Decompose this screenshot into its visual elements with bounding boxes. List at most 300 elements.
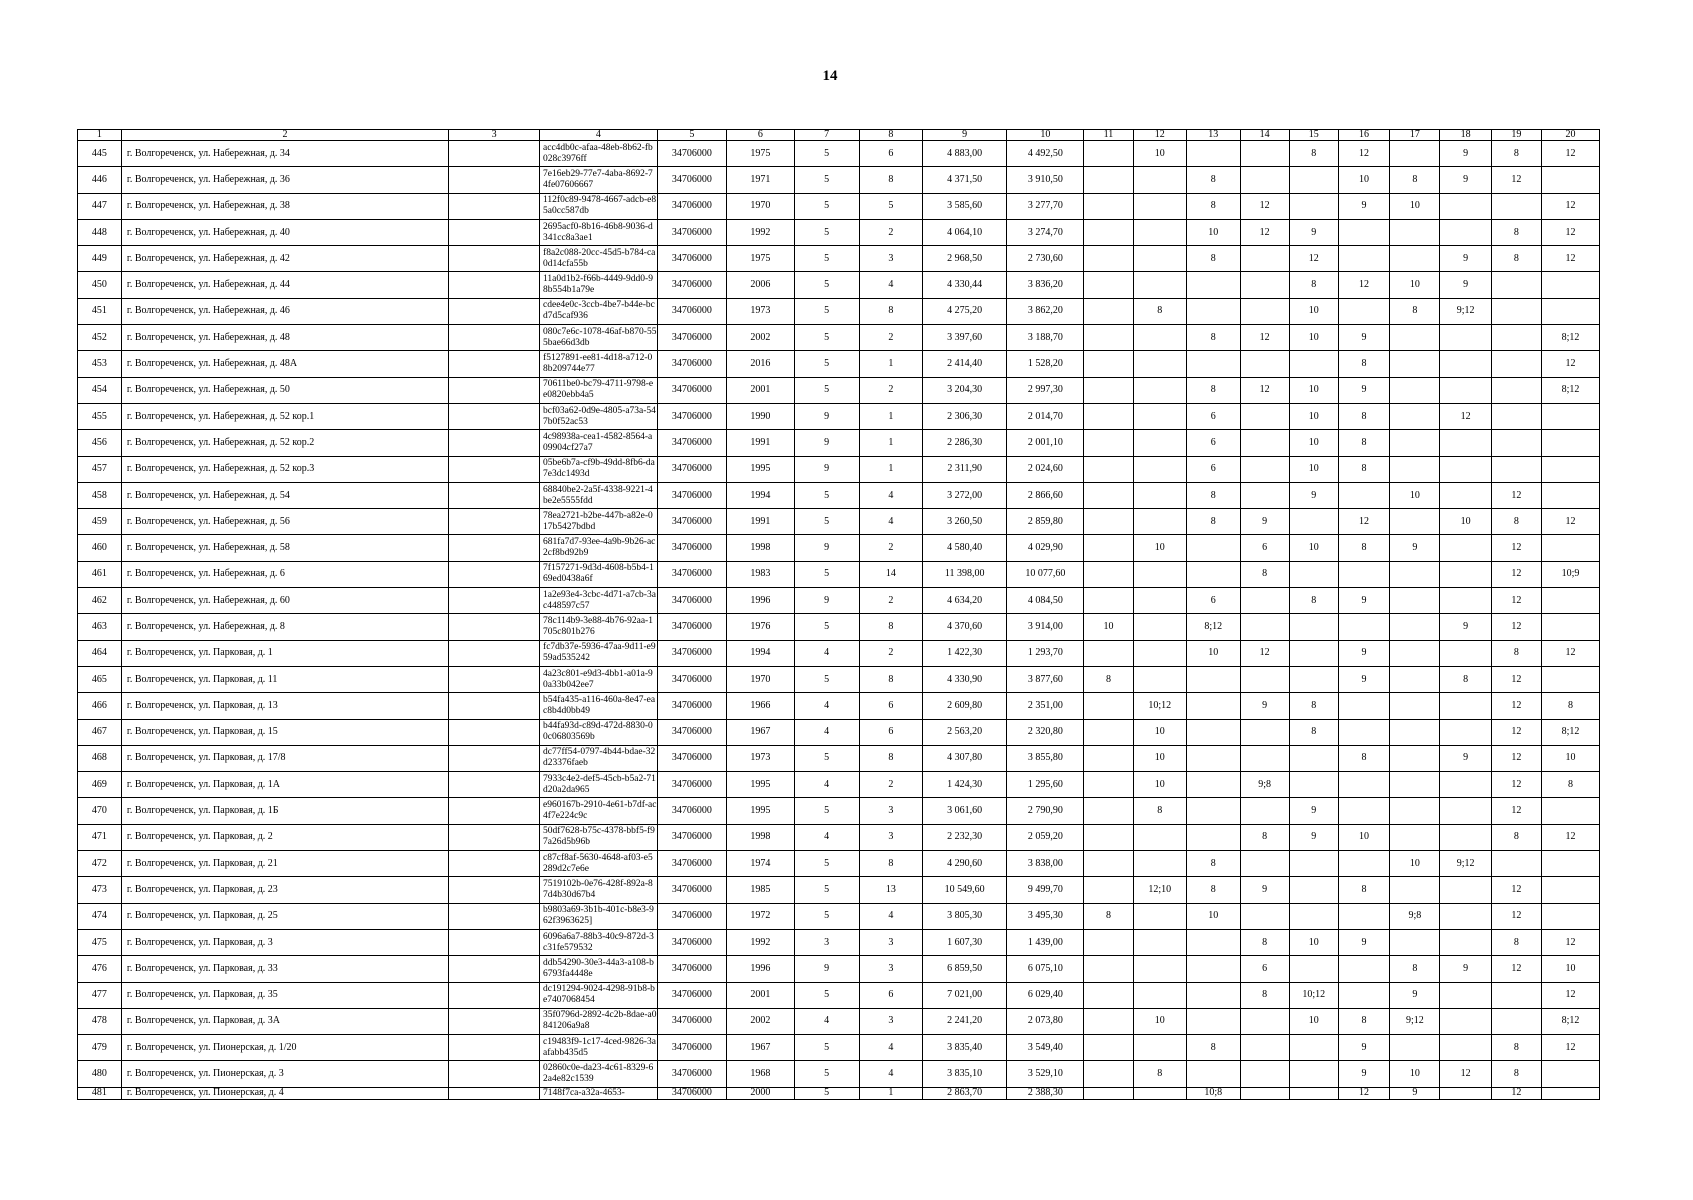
cell-floors: 4 — [794, 719, 859, 745]
cell-floors: 3 — [794, 929, 859, 955]
cell-row-number: 451 — [78, 298, 122, 324]
cell-col-3 — [449, 325, 540, 351]
cell-col-13 — [1187, 719, 1240, 745]
cell-entrances: 14 — [859, 561, 922, 587]
cell-year-built: 1994 — [727, 640, 794, 666]
cell-address: г. Волгореченск, ул. Набережная, д. 48 — [121, 325, 448, 351]
cell-col-15: 8 — [1289, 272, 1338, 298]
cell-col-18: 9 — [1440, 956, 1491, 982]
cell-col-17 — [1390, 351, 1440, 377]
cell-col-18 — [1440, 1087, 1491, 1099]
cell-total-area: 3 061,60 — [922, 798, 1006, 824]
cell-living-area: 3 838,00 — [1007, 851, 1084, 877]
cell-col-14 — [1240, 246, 1289, 272]
cell-house-guid: 4c98938a-cea1-4582-8564-a09904cf27a7 — [540, 430, 658, 456]
cell-year-built: 1994 — [727, 482, 794, 508]
cell-col-11 — [1084, 1061, 1133, 1087]
cell-living-area: 6 029,40 — [1007, 982, 1084, 1008]
cell-floors: 5 — [794, 246, 859, 272]
cell-col-20 — [1542, 903, 1600, 929]
column-header-17: 17 — [1390, 130, 1440, 141]
cell-col-16: 10 — [1338, 167, 1389, 193]
cell-col-16: 9 — [1338, 1035, 1389, 1061]
cell-total-area: 2 286,30 — [922, 430, 1006, 456]
cell-address: г. Волгореченск, ул. Набережная, д. 42 — [121, 246, 448, 272]
cell-col-15: 10 — [1289, 929, 1338, 955]
cell-total-area: 6 859,50 — [922, 956, 1006, 982]
cell-row-number: 466 — [78, 693, 122, 719]
cell-year-built: 1971 — [727, 167, 794, 193]
cell-col-3 — [449, 956, 540, 982]
cell-col-16: 8 — [1338, 403, 1389, 429]
cell-col-16: 8 — [1338, 430, 1389, 456]
cell-living-area: 2 866,60 — [1007, 482, 1084, 508]
cell-year-built: 1991 — [727, 430, 794, 456]
cell-col-13 — [1187, 561, 1240, 587]
cell-col-12: 10 — [1133, 772, 1186, 798]
cell-col-13 — [1187, 1061, 1240, 1087]
cell-floors: 5 — [794, 482, 859, 508]
cell-entrances: 2 — [859, 325, 922, 351]
cell-col-19: 12 — [1491, 877, 1541, 903]
cell-col-20: 8 — [1542, 772, 1600, 798]
table-row — [78, 772, 1600, 798]
cell-row-number: 455 — [78, 403, 122, 429]
cell-col-15: 10 — [1289, 430, 1338, 456]
cell-row-number: 478 — [78, 1008, 122, 1034]
cell-living-area: 4 084,50 — [1007, 588, 1084, 614]
table-row — [78, 798, 1600, 824]
cell-row-number: 449 — [78, 246, 122, 272]
cell-oktmo-code: 34706000 — [657, 798, 727, 824]
cell-col-18: 12 — [1440, 1061, 1491, 1087]
column-header-9: 9 — [922, 130, 1006, 141]
cell-total-area: 4 307,80 — [922, 745, 1006, 771]
cell-living-area: 3 914,00 — [1007, 614, 1084, 640]
cell-col-20 — [1542, 456, 1600, 482]
cell-col-19 — [1491, 456, 1541, 482]
cell-col-13 — [1187, 272, 1240, 298]
cell-total-area: 4 290,60 — [922, 851, 1006, 877]
cell-house-guid: c87cf8af-5630-4648-af03-e5289d2c7e6e — [540, 851, 658, 877]
cell-col-17: 9 — [1390, 982, 1440, 1008]
cell-living-area: 1 293,70 — [1007, 640, 1084, 666]
cell-total-area: 3 585,60 — [922, 193, 1006, 219]
cell-oktmo-code: 34706000 — [657, 745, 727, 771]
cell-col-3 — [449, 219, 540, 245]
cell-address: г. Волгореченск, ул. Парковая, д. 13 — [121, 693, 448, 719]
cell-year-built: 1998 — [727, 535, 794, 561]
cell-entrances: 2 — [859, 535, 922, 561]
cell-col-18 — [1440, 877, 1491, 903]
cell-year-built: 1983 — [727, 561, 794, 587]
cell-oktmo-code: 34706000 — [657, 903, 727, 929]
cell-address: г. Волгореченск, ул. Набережная, д. 48А — [121, 351, 448, 377]
cell-col-12 — [1133, 377, 1186, 403]
cell-house-guid: 68840be2-2a5f-4338-9221-4be2e5555fdd — [540, 482, 658, 508]
cell-house-guid: 7933c4e2-def5-45cb-b5a2-71d20a2da965 — [540, 772, 658, 798]
cell-col-15: 8 — [1289, 141, 1338, 167]
cell-col-19: 12 — [1491, 903, 1541, 929]
column-header-7: 7 — [794, 130, 859, 141]
column-header-5: 5 — [657, 130, 727, 141]
cell-col-13: 8 — [1187, 482, 1240, 508]
cell-living-area: 3 277,70 — [1007, 193, 1084, 219]
column-header-11: 11 — [1084, 130, 1133, 141]
cell-year-built: 1995 — [727, 772, 794, 798]
cell-col-15: 9 — [1289, 824, 1338, 850]
cell-col-17 — [1390, 456, 1440, 482]
cell-year-built: 1974 — [727, 851, 794, 877]
cell-oktmo-code: 34706000 — [657, 588, 727, 614]
cell-col-3 — [449, 456, 540, 482]
cell-col-11 — [1084, 430, 1133, 456]
page-number: 14 — [822, 68, 838, 84]
cell-living-area: 2 073,80 — [1007, 1008, 1084, 1034]
cell-col-18 — [1440, 561, 1491, 587]
cell-total-area: 4 580,40 — [922, 535, 1006, 561]
table-row — [78, 1087, 1600, 1099]
cell-col-19 — [1491, 272, 1541, 298]
cell-col-19 — [1491, 430, 1541, 456]
cell-col-18 — [1440, 929, 1491, 955]
cell-col-3 — [449, 298, 540, 324]
cell-row-number: 462 — [78, 588, 122, 614]
column-header-2: 2 — [121, 130, 448, 141]
cell-year-built: 1998 — [727, 824, 794, 850]
cell-col-14 — [1240, 1008, 1289, 1034]
cell-col-20: 12 — [1542, 640, 1600, 666]
cell-col-11 — [1084, 929, 1133, 955]
cell-row-number: 470 — [78, 798, 122, 824]
cell-floors: 4 — [794, 824, 859, 850]
cell-col-15: 10 — [1289, 1008, 1338, 1034]
cell-oktmo-code: 34706000 — [657, 272, 727, 298]
table-row — [78, 929, 1600, 955]
cell-col-15: 10 — [1289, 377, 1338, 403]
cell-col-20 — [1542, 403, 1600, 429]
cell-col-17 — [1390, 509, 1440, 535]
cell-year-built: 1966 — [727, 693, 794, 719]
cell-col-16: 8 — [1338, 351, 1389, 377]
cell-col-14 — [1240, 1061, 1289, 1087]
cell-address: г. Волгореченск, ул. Набережная, д. 54 — [121, 482, 448, 508]
cell-col-14 — [1240, 1035, 1289, 1061]
cell-col-16 — [1338, 772, 1389, 798]
cell-col-14: 9 — [1240, 877, 1289, 903]
cell-col-16: 8 — [1338, 877, 1389, 903]
cell-floors: 5 — [794, 325, 859, 351]
table-row — [78, 272, 1600, 298]
cell-col-3 — [449, 1061, 540, 1087]
cell-col-13: 8 — [1187, 509, 1240, 535]
cell-col-15 — [1289, 167, 1338, 193]
cell-col-11 — [1084, 719, 1133, 745]
cell-col-13: 6 — [1187, 588, 1240, 614]
cell-col-18 — [1440, 798, 1491, 824]
column-header-18: 18 — [1440, 130, 1491, 141]
cell-row-number: 450 — [78, 272, 122, 298]
cell-col-12 — [1133, 403, 1186, 429]
cell-floors: 5 — [794, 377, 859, 403]
cell-col-3 — [449, 745, 540, 771]
cell-col-12 — [1133, 482, 1186, 508]
cell-row-number: 459 — [78, 509, 122, 535]
cell-col-17 — [1390, 1035, 1440, 1061]
cell-total-area: 2 311,90 — [922, 456, 1006, 482]
cell-oktmo-code: 34706000 — [657, 614, 727, 640]
cell-oktmo-code: 34706000 — [657, 535, 727, 561]
cell-house-guid: e960167b-2910-4e61-b7df-ac4f7e224c9c — [540, 798, 658, 824]
cell-col-13 — [1187, 351, 1240, 377]
cell-row-number: 480 — [78, 1061, 122, 1087]
cell-col-16: 12 — [1338, 1087, 1389, 1099]
cell-floors: 9 — [794, 430, 859, 456]
cell-address: г. Волгореченск, ул. Набережная, д. 52 кор.3 — [121, 456, 448, 482]
cell-col-17: 8 — [1390, 167, 1440, 193]
cell-address: г. Волгореченск, ул. Набережная, д. 34 — [121, 141, 448, 167]
cell-col-14 — [1240, 851, 1289, 877]
cell-col-13: 10 — [1187, 219, 1240, 245]
cell-col-16: 9 — [1338, 588, 1389, 614]
cell-col-16: 8 — [1338, 456, 1389, 482]
cell-floors: 5 — [794, 298, 859, 324]
table-row — [78, 693, 1600, 719]
cell-entrances: 3 — [859, 246, 922, 272]
cell-entrances: 1 — [859, 403, 922, 429]
cell-oktmo-code: 34706000 — [657, 141, 727, 167]
cell-col-14: 8 — [1240, 824, 1289, 850]
cell-address: г. Волгореченск, ул. Пионерская, д. 1/20 — [121, 1035, 448, 1061]
table-row — [78, 824, 1600, 850]
cell-col-20 — [1542, 877, 1600, 903]
cell-entrances: 1 — [859, 1087, 922, 1099]
table-row — [78, 167, 1600, 193]
cell-col-16: 9 — [1338, 929, 1389, 955]
cell-col-11: 10 — [1084, 614, 1133, 640]
cell-col-18 — [1440, 824, 1491, 850]
cell-floors: 9 — [794, 588, 859, 614]
cell-house-guid: 4a23c801-e9d3-4bb1-a01a-90a33b042ee7 — [540, 666, 658, 692]
cell-floors: 5 — [794, 1087, 859, 1099]
cell-living-area: 3 862,20 — [1007, 298, 1084, 324]
cell-oktmo-code: 34706000 — [657, 929, 727, 955]
cell-col-20 — [1542, 298, 1600, 324]
cell-house-guid: 080c7e6c-1078-46af-b870-555bae66d3db — [540, 325, 658, 351]
cell-house-guid: fc7db37e-5936-47aa-9d11-e959ad535242 — [540, 640, 658, 666]
cell-col-17 — [1390, 929, 1440, 955]
cell-col-18 — [1440, 535, 1491, 561]
cell-col-16: 8 — [1338, 535, 1389, 561]
cell-col-15 — [1289, 666, 1338, 692]
cell-col-11 — [1084, 588, 1133, 614]
cell-col-3 — [449, 614, 540, 640]
cell-col-13: 6 — [1187, 430, 1240, 456]
cell-house-guid: f5127891-ee81-4d18-a712-08b209744e77 — [540, 351, 658, 377]
cell-col-20: 10;9 — [1542, 561, 1600, 587]
cell-entrances: 4 — [859, 509, 922, 535]
cell-col-13: 8;12 — [1187, 614, 1240, 640]
cell-row-number: 469 — [78, 772, 122, 798]
cell-house-guid: c19483f9-1c17-4ced-9826-3aafabb435d5 — [540, 1035, 658, 1061]
cell-oktmo-code: 34706000 — [657, 219, 727, 245]
cell-col-18 — [1440, 588, 1491, 614]
cell-entrances: 2 — [859, 772, 922, 798]
cell-col-17 — [1390, 614, 1440, 640]
cell-house-guid: 78ea2721-b2be-447b-a82e-017b5427bdbd — [540, 509, 658, 535]
cell-col-11 — [1084, 403, 1133, 429]
cell-col-14 — [1240, 167, 1289, 193]
cell-col-17 — [1390, 219, 1440, 245]
cell-col-14 — [1240, 798, 1289, 824]
cell-total-area: 3 835,40 — [922, 1035, 1006, 1061]
cell-col-11 — [1084, 956, 1133, 982]
cell-floors: 5 — [794, 1061, 859, 1087]
cell-col-11 — [1084, 851, 1133, 877]
table-row — [78, 588, 1600, 614]
cell-col-18: 8 — [1440, 666, 1491, 692]
cell-row-number: 467 — [78, 719, 122, 745]
cell-year-built: 1973 — [727, 298, 794, 324]
cell-year-built: 1991 — [727, 509, 794, 535]
cell-entrances: 13 — [859, 877, 922, 903]
cell-col-3 — [449, 246, 540, 272]
cell-col-19 — [1491, 351, 1541, 377]
cell-col-15 — [1289, 614, 1338, 640]
cell-year-built: 1975 — [727, 246, 794, 272]
cell-col-12 — [1133, 167, 1186, 193]
cell-year-built: 2006 — [727, 272, 794, 298]
cell-address: г. Волгореченск, ул. Набережная, д. 36 — [121, 167, 448, 193]
cell-col-11 — [1084, 167, 1133, 193]
cell-col-15 — [1289, 903, 1338, 929]
cell-entrances: 4 — [859, 1035, 922, 1061]
cell-col-20: 12 — [1542, 351, 1600, 377]
cell-row-number: 464 — [78, 640, 122, 666]
cell-col-12 — [1133, 640, 1186, 666]
cell-col-14: 12 — [1240, 640, 1289, 666]
cell-col-17 — [1390, 798, 1440, 824]
cell-col-3 — [449, 403, 540, 429]
cell-col-14: 12 — [1240, 219, 1289, 245]
cell-oktmo-code: 34706000 — [657, 877, 727, 903]
cell-row-number: 454 — [78, 377, 122, 403]
cell-col-12: 10 — [1133, 745, 1186, 771]
cell-col-15 — [1289, 509, 1338, 535]
cell-row-number: 468 — [78, 745, 122, 771]
cell-total-area: 3 397,60 — [922, 325, 1006, 351]
cell-col-13 — [1187, 982, 1240, 1008]
cell-floors: 5 — [794, 351, 859, 377]
cell-year-built: 2000 — [727, 1087, 794, 1099]
cell-col-18 — [1440, 193, 1491, 219]
cell-col-20: 8;12 — [1542, 377, 1600, 403]
cell-col-19: 12 — [1491, 614, 1541, 640]
cell-col-14 — [1240, 745, 1289, 771]
cell-col-14 — [1240, 351, 1289, 377]
cell-oktmo-code: 34706000 — [657, 1008, 727, 1034]
cell-col-15 — [1289, 956, 1338, 982]
cell-col-17 — [1390, 588, 1440, 614]
cell-col-18 — [1440, 456, 1491, 482]
cell-total-area: 2 563,20 — [922, 719, 1006, 745]
cell-col-20 — [1542, 666, 1600, 692]
cell-house-guid: 50df7628-b75c-4378-bbf5-f97a26d5b96b — [540, 824, 658, 850]
cell-floors: 5 — [794, 798, 859, 824]
cell-col-15 — [1289, 851, 1338, 877]
cell-col-18 — [1440, 693, 1491, 719]
cell-col-14: 12 — [1240, 325, 1289, 351]
cell-entrances: 8 — [859, 745, 922, 771]
cell-col-11 — [1084, 272, 1133, 298]
cell-col-19: 12 — [1491, 561, 1541, 587]
cell-oktmo-code: 34706000 — [657, 824, 727, 850]
cell-col-12 — [1133, 851, 1186, 877]
column-header-20: 20 — [1542, 130, 1600, 141]
cell-col-11: 8 — [1084, 666, 1133, 692]
cell-col-18 — [1440, 430, 1491, 456]
cell-col-12 — [1133, 430, 1186, 456]
cell-total-area: 4 370,60 — [922, 614, 1006, 640]
cell-col-13: 8 — [1187, 377, 1240, 403]
cell-col-11 — [1084, 219, 1133, 245]
cell-col-20: 12 — [1542, 193, 1600, 219]
cell-year-built: 1968 — [727, 1061, 794, 1087]
cell-row-number: 460 — [78, 535, 122, 561]
table-row — [78, 377, 1600, 403]
cell-address: г. Волгореченск, ул. Парковая, д. 2 — [121, 824, 448, 850]
cell-col-12 — [1133, 824, 1186, 850]
cell-col-17 — [1390, 877, 1440, 903]
cell-address: г. Волгореченск, ул. Набережная, д. 6 — [121, 561, 448, 587]
cell-col-16: 12 — [1338, 141, 1389, 167]
cell-col-12: 10 — [1133, 141, 1186, 167]
cell-col-12 — [1133, 956, 1186, 982]
cell-total-area: 4 883,00 — [922, 141, 1006, 167]
cell-col-14 — [1240, 482, 1289, 508]
cell-col-12 — [1133, 351, 1186, 377]
cell-col-15 — [1289, 351, 1338, 377]
cell-col-12: 10;12 — [1133, 693, 1186, 719]
cell-col-13: 10;8 — [1187, 1087, 1240, 1099]
cell-col-3 — [449, 824, 540, 850]
cell-entrances: 3 — [859, 1008, 922, 1034]
cell-col-17 — [1390, 325, 1440, 351]
table-row — [78, 640, 1600, 666]
cell-entrances: 8 — [859, 614, 922, 640]
cell-col-18: 12 — [1440, 403, 1491, 429]
cell-total-area: 2 863,70 — [922, 1087, 1006, 1099]
cell-col-11 — [1084, 877, 1133, 903]
cell-col-14: 6 — [1240, 956, 1289, 982]
cell-col-11 — [1084, 325, 1133, 351]
cell-col-17 — [1390, 719, 1440, 745]
cell-entrances: 2 — [859, 219, 922, 245]
cell-col-20 — [1542, 1061, 1600, 1087]
cell-col-20: 8;12 — [1542, 719, 1600, 745]
cell-col-3 — [449, 430, 540, 456]
cell-col-13 — [1187, 824, 1240, 850]
table-row — [78, 1035, 1600, 1061]
cell-col-18 — [1440, 1035, 1491, 1061]
cell-col-17: 8 — [1390, 298, 1440, 324]
cell-house-guid: 1a2e93e4-3cbc-4d71-a7cb-3ac448597c57 — [540, 588, 658, 614]
cell-col-13 — [1187, 929, 1240, 955]
cell-address: г. Волгореченск, ул. Парковая, д. 1 — [121, 640, 448, 666]
cell-total-area: 2 232,30 — [922, 824, 1006, 850]
cell-floors: 5 — [794, 272, 859, 298]
cell-col-19: 12 — [1491, 666, 1541, 692]
